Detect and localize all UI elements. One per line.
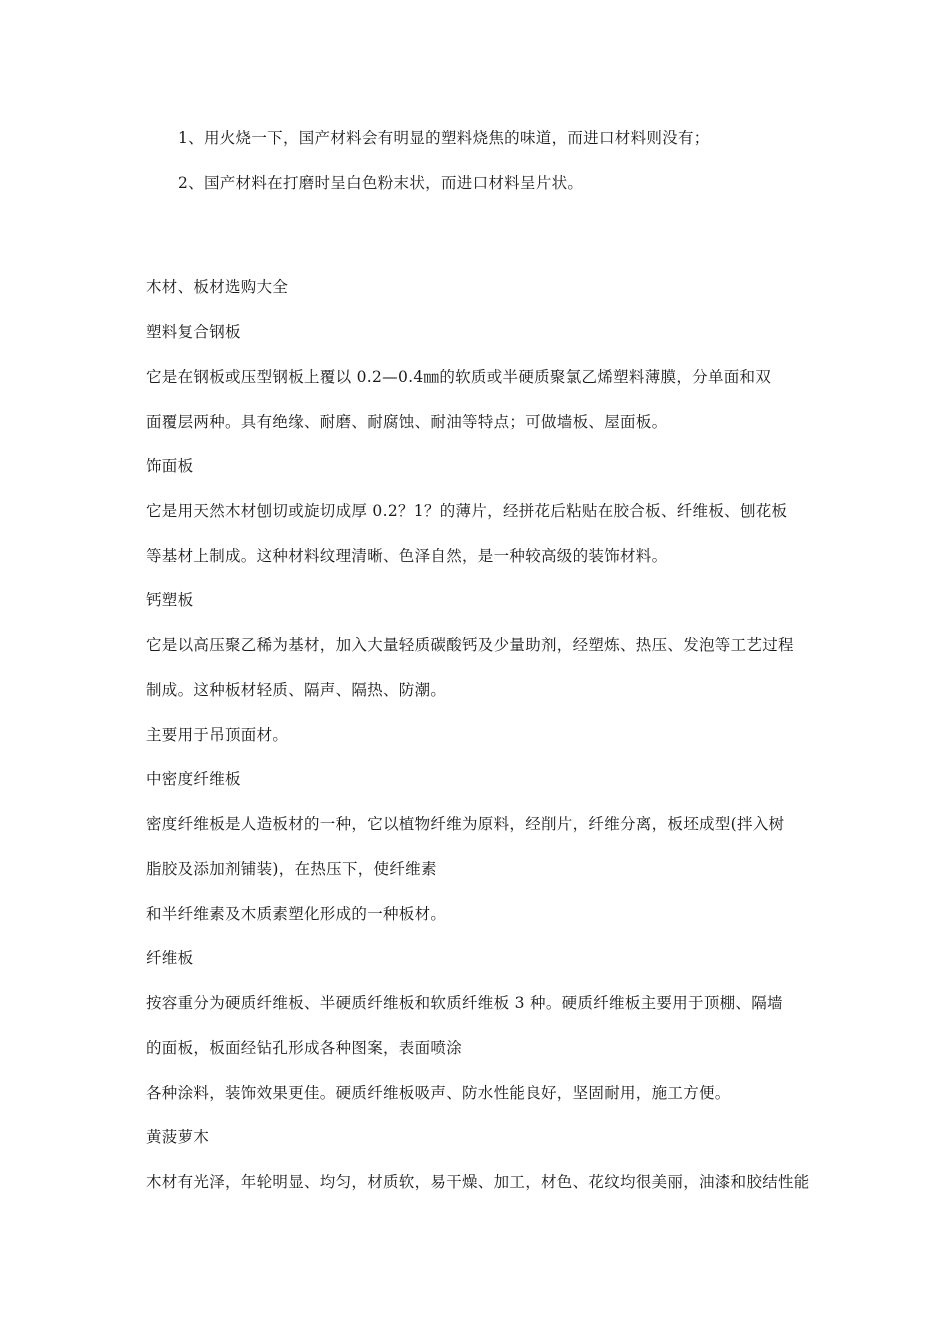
entry-text-line: 密度纤维板是人造板材的一种，它以植物纤维为原料，经削片，纤维分离，板坯成型(拌入树 — [146, 815, 785, 833]
entry-text-line: 各种涂料，装饰效果更佳。硬质纤维板吸声、防水性能良好，坚固耐用，施工方便。 — [146, 1084, 731, 1102]
entry-heading: 黄菠萝木 — [146, 1128, 210, 1146]
entry-text-line: 木材有光泽，年轮明显、均匀，材质软，易干燥、加工，材色、花纹均很美丽，油漆和胶结性能 — [146, 1173, 810, 1191]
entry-text-line: 的面板，板面经钻孔形成各种图案，表面喷涂 — [146, 1039, 463, 1057]
entry-text-line: 它是以高压聚乙稀为基材，加入大量轻质碳酸钙及少量助剂，经塑炼、热压、发泡等工艺过程 — [146, 636, 794, 654]
entry-text-line: 等基材上制成。这种材料纹理清晰、色泽自然，是一种较高级的装饰材料。 — [146, 547, 668, 565]
list-item-1: 1、用火烧一下，国产材料会有明显的塑料烧焦的味道，而进口材料则没有； — [178, 129, 710, 147]
entry-text-line: 脂胶及添加剂铺装)，在热压下，使纤维素 — [146, 860, 437, 878]
list-item-2: 2、国产材料在打磨时呈白色粉末状，而进口材料呈片状。 — [178, 174, 584, 192]
entry-text-line: 和半纤维素及木质素塑化形成的一种板材。 — [146, 905, 447, 923]
entry-heading: 纤维板 — [146, 949, 194, 967]
entry-text-line: 它是用天然木材刨切或旋切成厚 0.2？1？的薄片，经拼花后粘贴在胶合板、纤维板、刨花板 — [146, 502, 788, 520]
entry-text-line: 它是在钢板或压型钢板上覆以 0.2—0.4㎜的软质或半硬质聚氯乙烯塑料薄膜，分单面和双 — [146, 368, 772, 386]
entry-heading: 中密度纤维板 — [146, 770, 241, 788]
entry-text-line: 按容重分为硬质纤维板、半硬质纤维板和软质纤维板 3 种。硬质纤维板主要用于顶棚、隔墙 — [146, 994, 783, 1012]
entry-heading: 塑料复合钢板 — [146, 323, 241, 341]
section-title: 木材、板材选购大全 — [146, 278, 289, 296]
entry-heading: 饰面板 — [146, 457, 194, 475]
entry-heading: 钙塑板 — [146, 591, 194, 609]
entry-text-line: 面覆层两种。具有绝缘、耐磨、耐腐蚀、耐油等特点；可做墙板、屋面板。 — [146, 413, 668, 431]
entry-text-line: 制成。这种板材轻质、隔声、隔热、防潮。 — [146, 681, 447, 699]
entry-text-line: 主要用于吊顶面材。 — [146, 726, 289, 744]
